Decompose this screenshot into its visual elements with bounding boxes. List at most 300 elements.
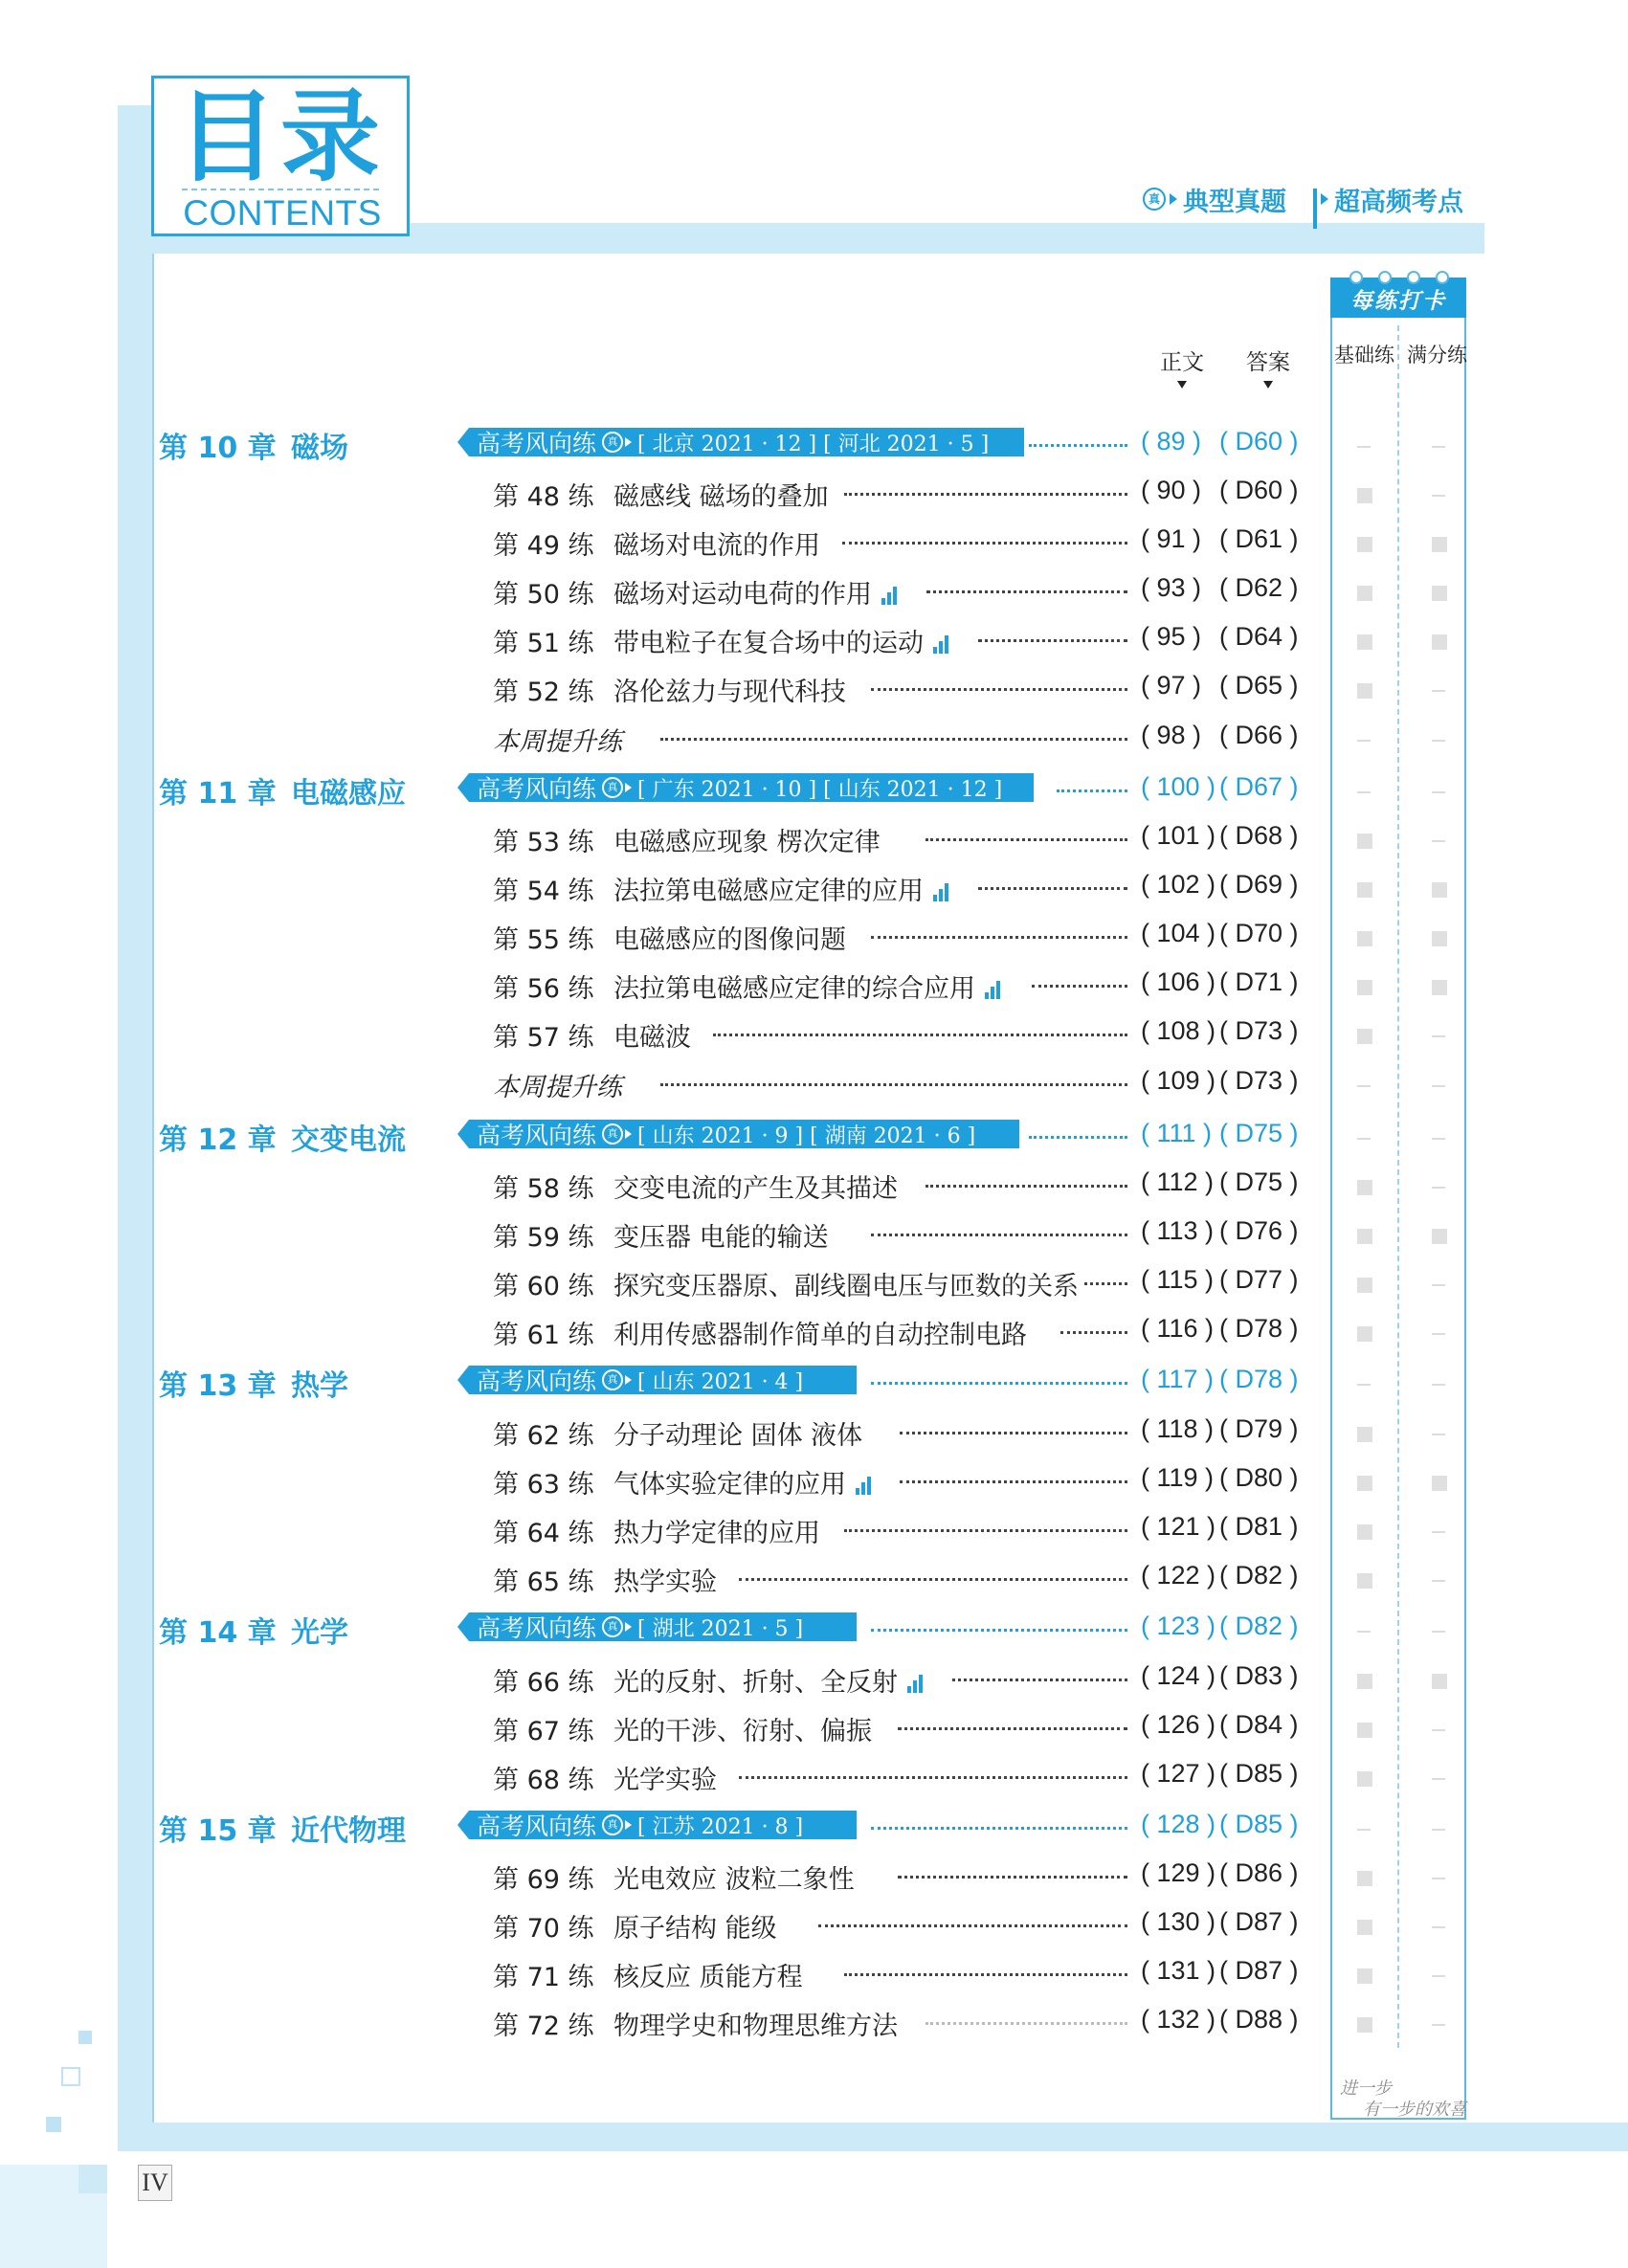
exercise-number: 第 66 练 [493, 1668, 594, 1698]
dot-leader [660, 738, 1127, 741]
basic-check [1357, 1829, 1371, 1831]
exercise-number: 第 68 练 [493, 1766, 594, 1795]
dot-leader [871, 1382, 1127, 1385]
chapter-title [159, 769, 406, 812]
chapter-name: 热学 [291, 1369, 348, 1403]
toc-item [493, 967, 1000, 1005]
toc-item [493, 1016, 691, 1054]
answer-page: ( D66 ) [1219, 721, 1299, 749]
exercise-number: 第 55 练 [493, 925, 594, 955]
exercise-title: 光的干涉、衍射、偏振 [613, 1717, 872, 1746]
banner-tip [457, 428, 469, 456]
full-check [1432, 1729, 1445, 1731]
chapter-name: 交变电流 [291, 1123, 406, 1157]
bar-chart-icon [933, 634, 948, 654]
dot-leader [1084, 1282, 1127, 1285]
full-check [1432, 1187, 1445, 1189]
text-page: ( 126 ) [1141, 1710, 1216, 1739]
check-in-card-title: 每练打卡 [1350, 289, 1446, 314]
arrow-down-icon [1263, 381, 1273, 389]
answer-page: ( D86 ) [1219, 1858, 1299, 1887]
frame-line [152, 254, 154, 2123]
exercise-title: 利用传感器制作简单的自动控制电路 [613, 1321, 1027, 1350]
dot-leader [926, 590, 1127, 593]
dot-leader [1029, 444, 1127, 447]
column-header-answer: 答案 [1246, 350, 1290, 375]
dot-leader [898, 1876, 1127, 1879]
full-check [1432, 1434, 1445, 1435]
full-check [1432, 2024, 1445, 2026]
chapter-number: 第 15 章 [159, 1814, 277, 1848]
basic-check [1357, 634, 1372, 650]
chapter-name: 近代物理 [291, 1814, 406, 1848]
dot-leader [844, 1529, 1127, 1532]
dot-leader [1029, 1136, 1127, 1139]
exercise-number: 第 65 练 [493, 1568, 594, 1597]
answer-page: ( D65 ) [1219, 671, 1299, 700]
exercise-title: 洛伦兹力与现代科技 [613, 678, 846, 707]
bar-chart-icon [985, 980, 1000, 999]
toc-item [493, 573, 897, 611]
toc-item [493, 622, 948, 659]
answer-page: ( D62 ) [1219, 573, 1299, 602]
exercise-number: 第 70 练 [493, 1914, 594, 1944]
text-page: ( 129 ) [1141, 1858, 1216, 1887]
answer-page: ( D73 ) [1219, 1066, 1299, 1095]
basic-check [1357, 1476, 1372, 1491]
text-page: ( 116 ) [1141, 1314, 1215, 1343]
banner-tip [457, 1811, 469, 1839]
feature-sources: [ 江苏 2021 · 8 ] [637, 1814, 804, 1839]
basic-check [1357, 1573, 1372, 1589]
toc-item [493, 721, 622, 758]
basic-check [1357, 1384, 1371, 1386]
dot-leader [871, 1629, 1127, 1632]
card-divider [1397, 325, 1399, 2048]
basic-check [1357, 537, 1372, 552]
toc-item [493, 1907, 777, 1945]
dot-leader [926, 2022, 1127, 2025]
full-check [1432, 1674, 1447, 1689]
text-page: ( 108 ) [1141, 1016, 1216, 1045]
play-arrow-icon [625, 1622, 632, 1632]
answer-page: ( D82 ) [1219, 1561, 1299, 1590]
toc-item [493, 1463, 871, 1501]
chapter-title [159, 1609, 348, 1651]
toc-item [493, 919, 846, 956]
text-page: ( 93 ) [1141, 573, 1202, 602]
full-check [1432, 1878, 1445, 1879]
banner-tip [457, 1120, 469, 1148]
zhen-badge-icon: 真 [602, 777, 623, 798]
exercise-title: 磁场对运动电荷的作用 [613, 580, 872, 610]
chapter-number: 第 13 章 [159, 1369, 277, 1403]
answer-page: ( D64 ) [1219, 622, 1299, 651]
basic-check [1357, 1278, 1372, 1293]
chapter-title [159, 1116, 406, 1158]
exercise-title: 带电粒子在复合场中的运动 [613, 629, 924, 658]
full-check [1432, 1035, 1445, 1037]
basic-check [1357, 1029, 1372, 1044]
full-check [1432, 840, 1445, 842]
card-footer-line1: 进一步 [1340, 2079, 1392, 2099]
full-check [1432, 1926, 1445, 1928]
basic-check [1357, 931, 1372, 946]
play-arrow-icon [625, 1820, 632, 1830]
exercise-number: 第 52 练 [493, 678, 594, 707]
answer-page: ( D60 ) [1219, 476, 1299, 504]
zhen-badge-icon: 真 [602, 1616, 623, 1637]
zhen-badge-icon: 真 [602, 1123, 623, 1145]
decor-square [78, 2031, 92, 2044]
toc-item [493, 1858, 855, 1896]
exercise-title: 电磁感应现象 楞次定律 [613, 828, 881, 857]
binder-ring-icon [1436, 271, 1449, 284]
exercise-title: 光学实验 [613, 1766, 717, 1795]
exercise-title: 热学实验 [613, 1568, 717, 1597]
dot-leader [871, 936, 1127, 939]
zhen-badge-icon: 真 [602, 432, 623, 453]
basic-check [1357, 1631, 1371, 1633]
feature-answer-page: ( D67 ) [1219, 772, 1299, 801]
dot-leader [1057, 789, 1127, 792]
answer-page: ( D83 ) [1219, 1661, 1299, 1690]
dot-leader [842, 542, 1127, 545]
page-title: 目录 [177, 78, 385, 195]
legend-label: 超高频考点 [1334, 187, 1463, 217]
text-page: ( 118 ) [1141, 1414, 1215, 1443]
exercise-number: 第 60 练 [493, 1272, 594, 1301]
toc-item [493, 671, 846, 708]
full-check [1432, 537, 1447, 552]
text-page: ( 98 ) [1141, 721, 1202, 749]
toc-item [493, 1561, 717, 1598]
play-arrow-icon [1321, 193, 1328, 205]
dot-leader [926, 1185, 1127, 1188]
exercise-title: 电磁波 [613, 1023, 691, 1053]
dot-leader [660, 1083, 1127, 1086]
full-check [1432, 1975, 1445, 1977]
feature-page: ( 128 ) [1141, 1810, 1216, 1838]
play-arrow-icon [1170, 193, 1177, 205]
page-subtitle: CONTENTS [183, 193, 382, 233]
toc-item [493, 1265, 1079, 1302]
exercise-number: 第 56 练 [493, 974, 594, 1004]
toc-item [493, 1167, 898, 1205]
exercise-number: 第 48 练 [493, 482, 594, 512]
decor-square-outline [61, 2067, 80, 2086]
chapter-title [159, 424, 348, 466]
answer-page: ( D87 ) [1219, 1907, 1299, 1936]
answer-page: ( D71 ) [1219, 967, 1299, 996]
dot-leader [871, 1827, 1127, 1830]
basic-check [1357, 740, 1371, 742]
toc-item [493, 1759, 717, 1796]
exercise-title: 探究变压器原、副线圈电压与匝数的关系 [613, 1272, 1079, 1301]
exercise-title: 磁感线 磁场的叠加 [613, 482, 829, 512]
answer-page: ( D75 ) [1219, 1167, 1299, 1196]
exercise-title: 物理学史和物理思维方法 [613, 2012, 898, 2041]
gaokao-feature-banner [469, 428, 1024, 456]
toc-item [493, 1314, 1027, 1351]
exercise-title: 气体实验定律的应用 [613, 1470, 846, 1500]
exercise-title: 变压器 电能的输送 [613, 1223, 829, 1253]
feature-sources: [ 山东 2021 · 4 ] [637, 1369, 804, 1394]
exercise-number: 第 57 练 [493, 1023, 594, 1053]
exercise-number: 第 49 练 [493, 531, 594, 561]
text-page: ( 109 ) [1141, 1066, 1216, 1095]
toc-item [493, 1661, 923, 1699]
gaokao-feature-banner [469, 1366, 857, 1394]
basic-check [1357, 1138, 1371, 1140]
full-check [1432, 1229, 1447, 1244]
exercise-number: 第 71 练 [493, 1963, 594, 1992]
title-divider [182, 189, 379, 190]
binder-ring-icon [1349, 271, 1363, 284]
toc-item [493, 1512, 820, 1549]
gaokao-feature-banner [469, 773, 1034, 802]
feature-page: ( 117 ) [1141, 1365, 1215, 1393]
zhen-badge-icon: 真 [602, 1369, 623, 1390]
feature-label: 高考风向练 [477, 1367, 597, 1395]
gaokao-feature-banner [469, 1612, 857, 1641]
full-check [1432, 740, 1445, 742]
exercise-number: 第 50 练 [493, 580, 594, 610]
basic-check [1357, 1326, 1372, 1342]
bar-chart-icon [881, 586, 897, 605]
decor-square [78, 2165, 107, 2193]
exercise-title: 热力学定律的应用 [613, 1519, 820, 1548]
exercise-title: 原子结构 能级 [613, 1914, 777, 1944]
bar-chart-icon [907, 1674, 923, 1693]
basic-check [1357, 1524, 1372, 1540]
text-page: ( 91 ) [1141, 524, 1202, 553]
feature-answer-page: ( D78 ) [1219, 1365, 1299, 1393]
card-footer-line2: 有一步的欢喜 [1363, 2100, 1466, 2120]
basic-check [1357, 446, 1371, 448]
banner-tip [457, 1612, 469, 1641]
answer-page: ( D69 ) [1219, 870, 1299, 899]
gaokao-feature-banner [469, 1811, 857, 1839]
answer-page: ( D84 ) [1219, 1710, 1299, 1739]
toc-item [493, 870, 948, 907]
dot-leader [978, 887, 1127, 890]
answer-page: ( D78 ) [1219, 1314, 1299, 1343]
full-check [1432, 980, 1447, 995]
chapter-title [159, 1807, 406, 1849]
answer-page: ( D68 ) [1219, 821, 1299, 850]
feature-page: ( 100 ) [1141, 772, 1216, 801]
exercise-number: 第 58 练 [493, 1174, 594, 1204]
decor-square [46, 2117, 61, 2132]
full-check [1432, 1631, 1445, 1633]
basic-check [1357, 586, 1372, 601]
bar-chart-icon [933, 882, 948, 901]
dot-leader [739, 1578, 1127, 1581]
arrow-down-icon [1177, 381, 1187, 389]
full-check [1432, 1384, 1445, 1386]
answer-page: ( D87 ) [1219, 1956, 1299, 1985]
exercise-number: 第 69 练 [493, 1865, 594, 1895]
dot-leader [978, 639, 1127, 642]
basic-check [1357, 1920, 1372, 1935]
basic-check [1357, 980, 1372, 995]
full-check [1432, 882, 1447, 898]
feature-label: 高考风向练 [477, 775, 597, 803]
full-check [1432, 495, 1445, 497]
dot-leader [898, 1727, 1127, 1730]
binder-ring-icon [1407, 271, 1420, 284]
exercise-number: 第 64 练 [493, 1519, 594, 1548]
full-check [1432, 1476, 1447, 1491]
card-column-full: 满分练 [1407, 344, 1467, 367]
chapter-name: 光学 [291, 1616, 348, 1650]
basic-check [1357, 683, 1372, 699]
basic-check [1357, 2017, 1372, 2033]
full-check [1432, 446, 1445, 448]
banner-tip [457, 773, 469, 802]
frame-band-left [118, 105, 152, 2144]
answer-page: ( D70 ) [1219, 919, 1299, 947]
full-check [1432, 931, 1447, 946]
chapter-number: 第 11 章 [159, 777, 277, 811]
zhen-badge-icon: 真 [1143, 188, 1166, 211]
text-page: ( 132 ) [1141, 2005, 1216, 2034]
banner-tip [457, 1366, 469, 1394]
exercise-number: 第 59 练 [493, 1223, 594, 1253]
basic-check [1357, 1968, 1372, 1984]
feature-sources: [ 山东 2021 · 9 ] [ 湖南 2021 · 6 ] [637, 1123, 976, 1148]
feature-answer-page: ( D82 ) [1219, 1612, 1299, 1640]
text-page: ( 113 ) [1141, 1216, 1215, 1245]
feature-sources: [ 北京 2021 · 12 ] [ 河北 2021 · 5 ] [637, 432, 990, 456]
full-check [1432, 634, 1447, 650]
dot-leader [871, 688, 1127, 691]
full-check [1432, 1138, 1445, 1140]
play-arrow-icon [625, 1375, 632, 1385]
weekly-review-title: 本周提升练 [493, 1073, 622, 1102]
dot-leader [1032, 985, 1127, 988]
toc-item [493, 2005, 898, 2042]
basic-check [1357, 1723, 1372, 1738]
exercise-title: 电磁感应的图像问题 [613, 925, 846, 955]
column-header-text: 正文 [1160, 350, 1204, 375]
chapter-name: 电磁感应 [291, 777, 406, 811]
answer-page: ( D77 ) [1219, 1265, 1299, 1294]
answer-page: ( D76 ) [1219, 1216, 1299, 1245]
basic-check [1357, 1180, 1372, 1195]
full-check [1432, 1085, 1445, 1087]
exercise-number: 第 72 练 [493, 2012, 594, 2041]
basic-check [1357, 834, 1372, 849]
chapter-title [159, 1362, 348, 1404]
basic-check [1357, 882, 1372, 898]
bar-chart-icon [856, 1476, 871, 1495]
legend-typical [1143, 180, 1286, 218]
text-page: ( 124 ) [1141, 1661, 1216, 1690]
exercise-number: 第 51 练 [493, 629, 594, 658]
frame-band-bottom [118, 2123, 1628, 2151]
exercise-title: 光的反射、折射、全反射 [613, 1668, 898, 1698]
answer-page: ( D79 ) [1219, 1414, 1299, 1443]
exercise-number: 第 67 练 [493, 1717, 594, 1746]
text-page: ( 102 ) [1141, 870, 1216, 899]
binder-ring-icon [1378, 271, 1392, 284]
text-page: ( 90 ) [1141, 476, 1202, 504]
bar-chart-icon [1313, 189, 1317, 210]
dot-leader [844, 493, 1127, 496]
text-page: ( 97 ) [1141, 671, 1202, 700]
play-arrow-icon [625, 1129, 632, 1139]
exercise-title: 磁场对电流的作用 [613, 531, 820, 561]
basic-check [1357, 1085, 1371, 1087]
exercise-number: 第 61 练 [493, 1321, 594, 1350]
basic-check [1357, 1427, 1372, 1442]
full-check [1432, 690, 1445, 692]
text-page: ( 122 ) [1141, 1561, 1216, 1590]
dot-leader [1060, 1331, 1127, 1334]
dot-leader [871, 1234, 1127, 1236]
exercise-title: 法拉第电磁感应定律的综合应用 [613, 974, 975, 1004]
exercise-number: 第 53 练 [493, 828, 594, 857]
dot-leader [739, 1776, 1127, 1779]
dot-leader [900, 1480, 1127, 1483]
exercise-title: 分子动理论 固体 液体 [613, 1421, 863, 1451]
dot-leader [952, 1679, 1127, 1681]
full-check [1432, 586, 1447, 601]
basic-check [1357, 1871, 1372, 1886]
toc-item [493, 524, 820, 562]
answer-page: ( D85 ) [1219, 1759, 1299, 1788]
feature-page: ( 111 ) [1141, 1119, 1213, 1147]
full-check [1432, 1778, 1445, 1780]
answer-page: ( D61 ) [1219, 524, 1299, 553]
chapter-number: 第 14 章 [159, 1616, 277, 1650]
full-check [1432, 1333, 1445, 1335]
text-page: ( 104 ) [1141, 919, 1216, 947]
basic-check [1357, 488, 1372, 503]
toc-item [493, 1066, 622, 1103]
chapter-number: 第 10 章 [159, 432, 277, 465]
chapter-name: 磁场 [291, 432, 348, 465]
exercise-title: 核反应 质能方程 [613, 1963, 803, 1992]
exercise-title: 交变电流的产生及其描述 [613, 1174, 898, 1204]
exercise-number: 第 54 练 [493, 877, 594, 906]
dot-leader [844, 1973, 1127, 1976]
text-page: ( 115 ) [1141, 1265, 1215, 1294]
full-check [1432, 791, 1445, 793]
text-page: ( 95 ) [1141, 622, 1202, 651]
legend-frequent [1313, 180, 1463, 218]
text-page: ( 131 ) [1141, 1956, 1216, 1985]
page-number: IV [138, 2165, 172, 2201]
toc-item [493, 1216, 829, 1254]
answer-page: ( D73 ) [1219, 1016, 1299, 1045]
feature-answer-page: ( D85 ) [1219, 1810, 1299, 1838]
feature-sources: [ 广东 2021 · 10 ] [ 山东 2021 · 12 ] [637, 777, 1003, 802]
feature-label: 高考风向练 [477, 430, 597, 457]
dot-leader [818, 1924, 1127, 1927]
dot-leader [926, 838, 1127, 841]
exercise-number: 第 62 练 [493, 1421, 594, 1451]
text-page: ( 130 ) [1141, 1907, 1216, 1936]
zhen-badge-icon: 真 [602, 1814, 623, 1835]
basic-check [1357, 1674, 1372, 1689]
feature-label: 高考风向练 [477, 1122, 597, 1149]
toc-item [493, 821, 881, 858]
answer-page: ( D80 ) [1219, 1463, 1299, 1492]
exercise-title: 光电效应 波粒二象性 [613, 1865, 855, 1895]
